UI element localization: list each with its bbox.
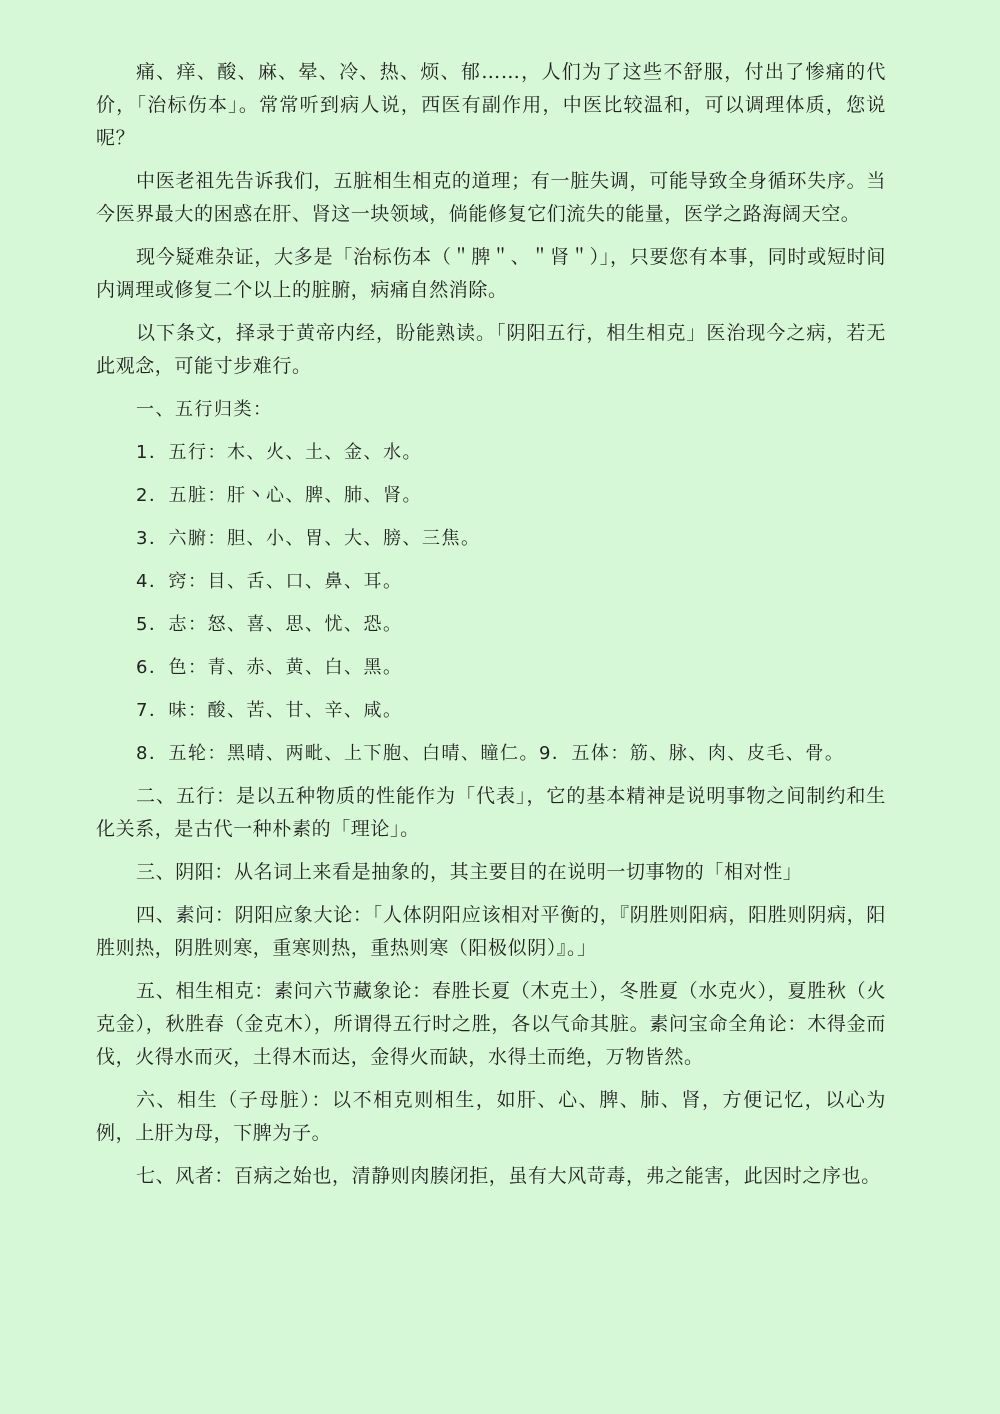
section-7-paragraph: 七、风者：百病之始也，清静则肉腠闭拒，虽有大风苛毒，弗之能害，此因时之序也。 <box>136 1165 881 1187</box>
list-item-zhi: 5．志：怒、喜、思、忧、恐。 <box>136 614 403 635</box>
intro-paragraph-4: 以下条文，择录于黄帝内经，盼能熟读。「阴阳五行，相生相克」医治现今之病，若无此观念，可能寸步难行。 <box>96 322 886 377</box>
section-3-paragraph: 三、阴阳：从名词上来看是抽象的，其主要目的在说明一切事物的「相对性」 <box>136 861 803 883</box>
intro-paragraph-1: 痛、痒、酸、麻、晕、冷、热、烦、郁……，人们为了这些不舒服，付出了惨痛的代价，「治标伤本」。常常听到病人说，西医有副作用，中医比较温和，可以调理体质，您说呢？ <box>96 61 886 149</box>
list-item-se: 6．色：青、赤、黄、白、黑。 <box>136 657 403 678</box>
section-2-paragraph: 二、五行：是以五种物质的性能作为「代表」，它的基本精神是说明事物之间制约和生化关系，是古代一种朴素的「理论」。 <box>96 785 886 840</box>
list-item-wuzang: 2．五脏：肝丶心、脾、肺、肾。 <box>136 485 422 506</box>
section-6-paragraph: 六、相生（子母脏）：以不相克则相生，如肝、心、脾、肺、肾，方便记忆，以心为例，上肝为母，下脾为子。 <box>96 1089 886 1144</box>
intro-paragraph-2: 中医老祖先告诉我们，五脏相生相克的道理；有一脏失调，可能导致全身循环失序。当今医界最大的困惑在肝、肾这一块领域，倘能修复它们流失的能量，医学之路海阔天空。 <box>96 170 886 225</box>
section-5-paragraph: 五、相生相克：素问六节藏象论：春胜长夏（木克土），冬胜夏（水克火），夏胜秋（火克金），秋胜春（金克木），所谓得五行时之胜，各以气命其脏。素问宝命全角论：木得金而伐，火得水而灭，土得木而达，金得火而缺，水得土而绝，万物皆然。 <box>96 980 886 1068</box>
list-item-liufu: 3．六腑：胆、小、胃、大、膀、三焦。 <box>136 528 481 549</box>
list-item-wei: 7．味：酸、苦、甘、辛、咸。 <box>136 700 403 721</box>
list-item-qiao: 4．窍：目、舌、口、鼻、耳。 <box>136 571 403 592</box>
document-page <box>96 56 886 1203</box>
list-item-wuxing: 1．五行：木、火、土、金、水。 <box>136 442 422 463</box>
section-heading-five-elements: 一、五行归类： <box>136 399 273 420</box>
section-4-paragraph: 四、素问：阴阳应象大论：「人体阴阳应该相对平衡的，『阴胜则阳病，阳胜则阴病，阳胜则热，阴胜则寒，重寒则热，重热则寒（阳极似阴）』。」 <box>96 904 886 959</box>
list-item-wulun-wuti: 8．五轮：黑晴、两毗、上下胞、白晴、瞳仁。9．五体：筋、脉、肉、皮毛、骨。 <box>136 743 845 764</box>
intro-paragraph-3: 现今疑难杂证，大多是「治标伤本（＂脾＂、＂肾＂）」，只要您有本事，同时或短时间内调理或修复二个以上的脏腑，病痛自然消除。 <box>96 246 886 301</box>
